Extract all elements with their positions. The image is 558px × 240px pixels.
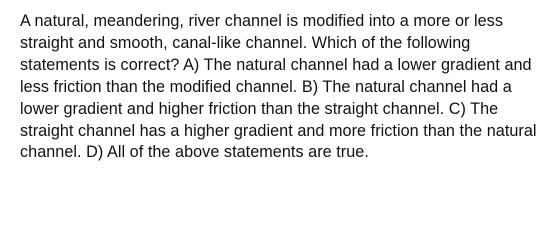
question-text: A natural, meandering, river channel is modified into a more or less straight and smooth, canal-like channel. Which of the following statements is correct? A) The natural channel had a lower gradient and less friction than the modified channel. B) The natural channel had a lower gradient and higher friction than the straight channel. C) The straight channel has a higher gradient and more friction than the natural channel. D) All of the above statements are true. (20, 12, 537, 162)
